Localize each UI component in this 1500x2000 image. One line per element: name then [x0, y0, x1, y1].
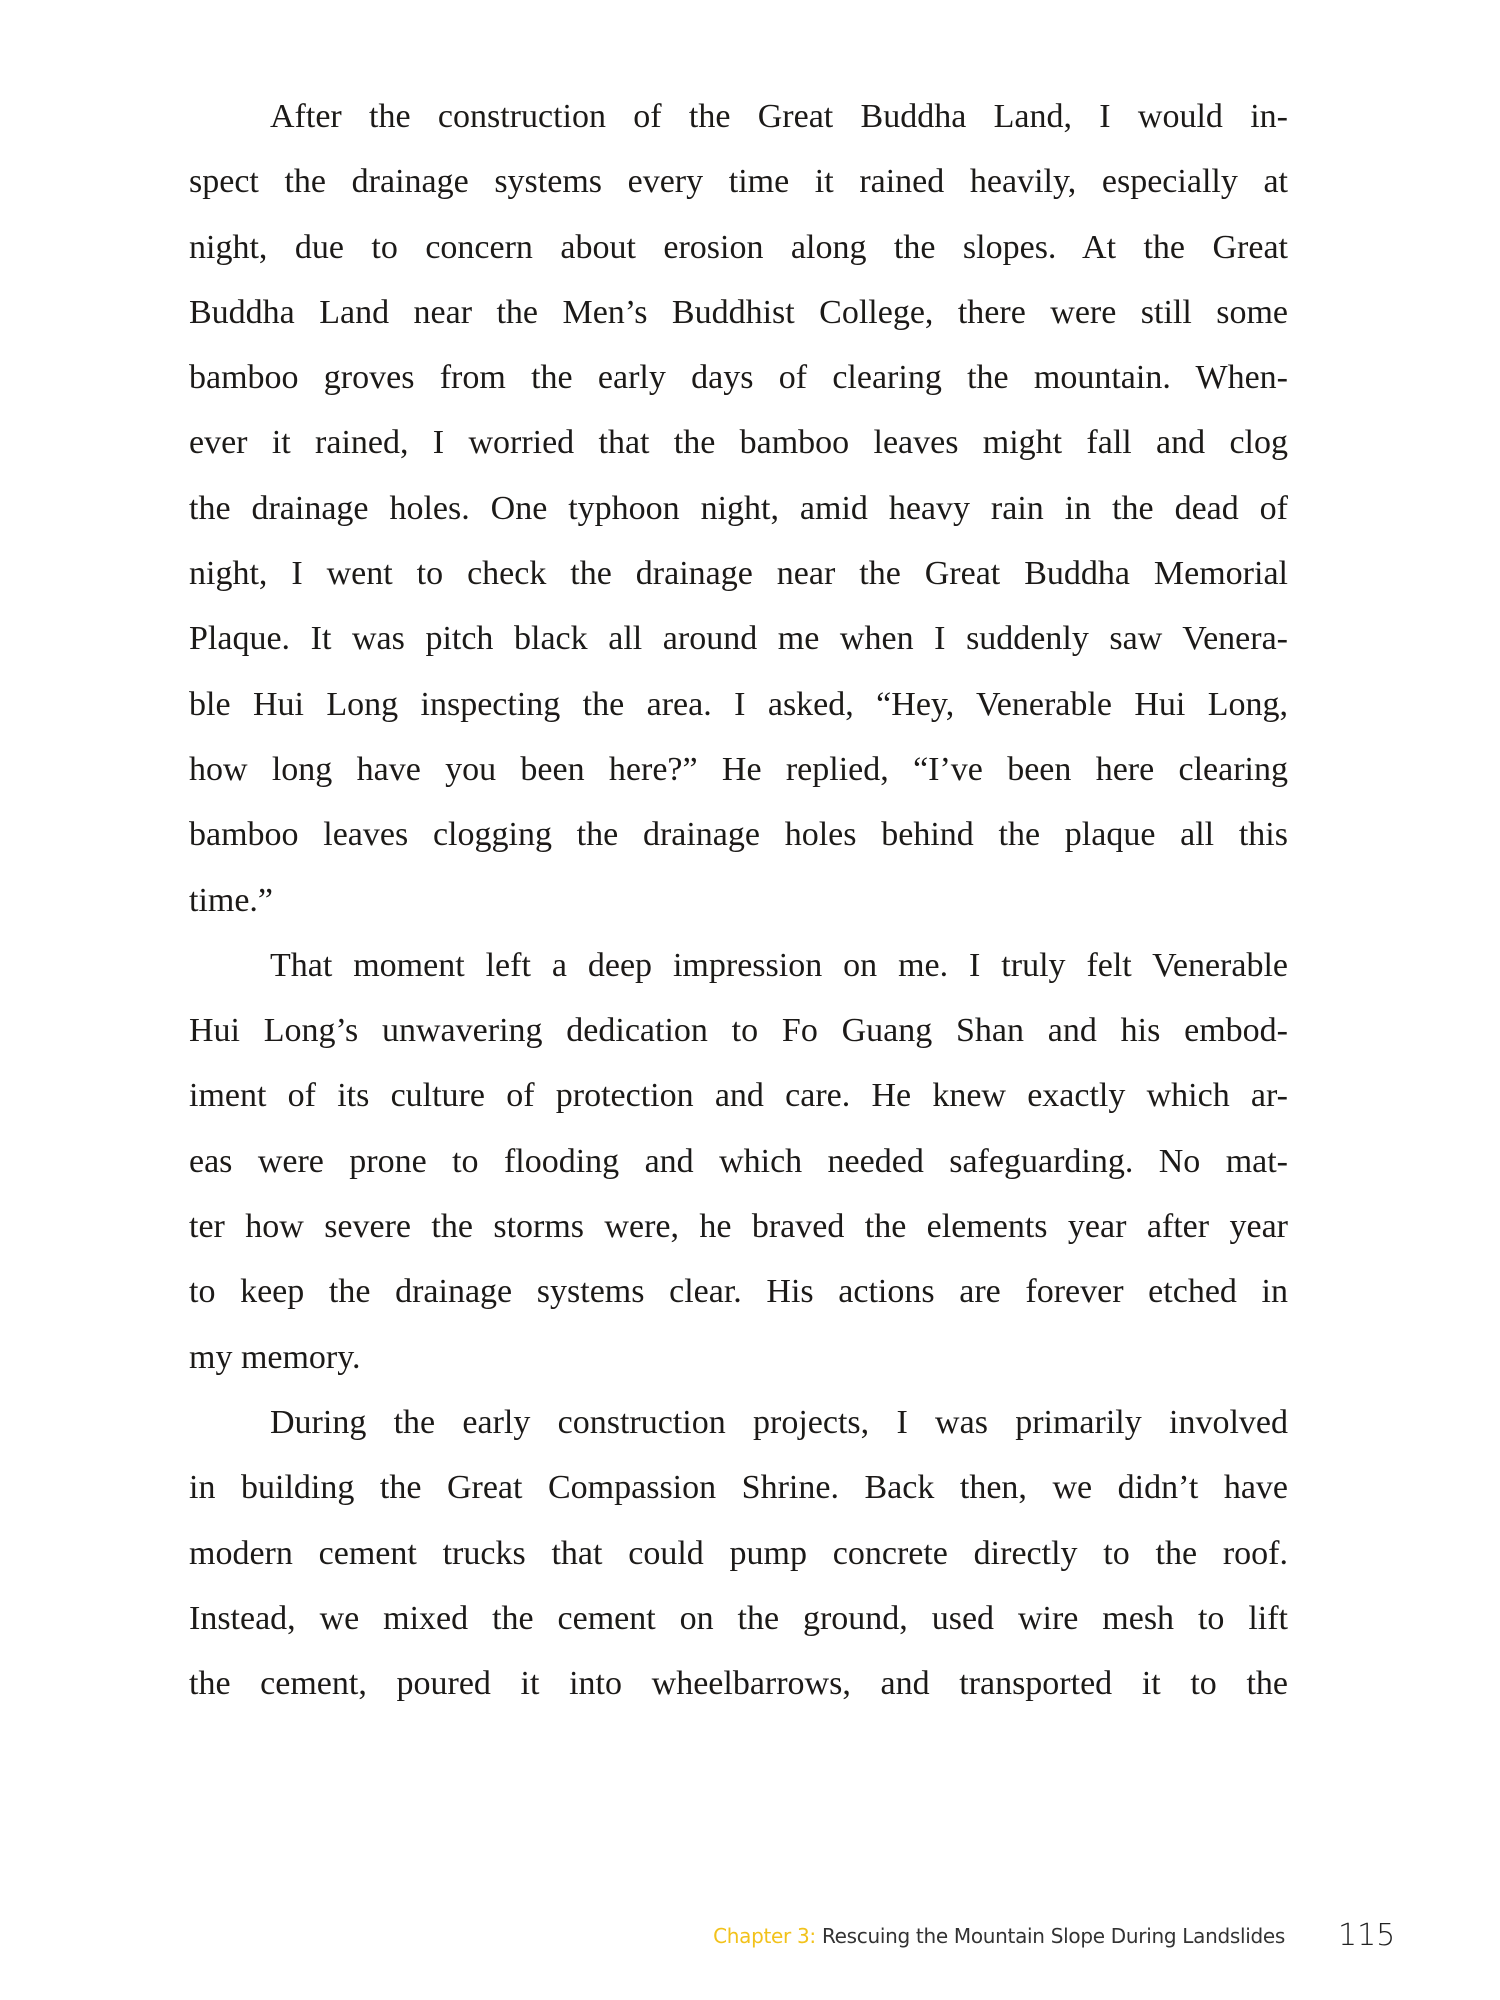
text-line: Buddha Land near the Men’s Buddhist College, there were still some — [189, 293, 1288, 331]
text-line: my memory. — [189, 1338, 361, 1376]
text-line: bamboo leaves clogging the drainage holes behind the plaque all this — [189, 816, 1288, 854]
text-line: After the construction of the Great Buddha Land, I would in- — [270, 98, 1288, 135]
text-line: the cement, poured it into wheelbarrows, and transported it to the — [189, 1665, 1288, 1703]
paragraph — [189, 1390, 1288, 1716]
text-line: night, due to concern about erosion along the slopes. At the Great — [189, 228, 1288, 266]
text-line: the drainage holes. One typhoon night, amid heavy rain in the dead of — [189, 489, 1288, 527]
page-number: 115 — [1338, 1918, 1396, 1953]
text-line: bamboo groves from the early days of clearing the mountain. When- — [189, 359, 1288, 397]
text-line: iment of its culture of protection and care. He knew exactly which ar- — [189, 1077, 1288, 1115]
text-line: ter how severe the storms were, he braved the elements year after year — [189, 1208, 1288, 1246]
text-line: eas were prone to flooding and which needed safeguarding. No mat- — [189, 1142, 1288, 1180]
text-line: Hui Long’s unwavering dedication to Fo Guang Shan and his embod- — [189, 1012, 1288, 1050]
running-footer — [0, 1918, 1500, 1958]
body-text — [189, 84, 1288, 1716]
text-line: Instead, we mixed the cement on the ground, used wire mesh to lift — [189, 1599, 1288, 1637]
text-line: to keep the drainage systems clear. His actions are forever etched in — [189, 1273, 1288, 1311]
text-line: That moment left a deep impression on me. I truly felt Venerable — [270, 946, 1288, 984]
paragraph — [189, 933, 1288, 1390]
text-line: During the early construction projects, I was primarily involved — [270, 1403, 1288, 1441]
chapter-heading — [713, 1924, 1285, 1948]
text-line: modern cement trucks that could pump concrete directly to the roof. — [189, 1534, 1288, 1572]
chapter-label: Chapter 3: — [713, 1924, 816, 1948]
text-line: night, I went to check the drainage near the Great Buddha Memorial — [189, 555, 1288, 593]
text-line: ever it rained, I worried that the bamboo leaves might fall and clog — [189, 424, 1288, 462]
text-line: time.” — [189, 881, 274, 919]
text-line: in building the Great Compassion Shrine. Back then, we didn’t have — [189, 1469, 1288, 1507]
paragraph — [189, 84, 1288, 933]
text-line: how long have you been here?” He replied, “I’ve been here clearing — [189, 750, 1288, 788]
chapter-title: Rescuing the Mountain Slope During Landslides — [821, 1924, 1285, 1948]
text-line: Plaque. It was pitch black all around me when I suddenly saw Venera- — [189, 620, 1288, 658]
text-line: ble Hui Long inspecting the area. I asked, “Hey, Venerable Hui Long, — [189, 685, 1288, 723]
text-line: spect the drainage systems every time it rained heavily, especially at — [189, 163, 1288, 201]
